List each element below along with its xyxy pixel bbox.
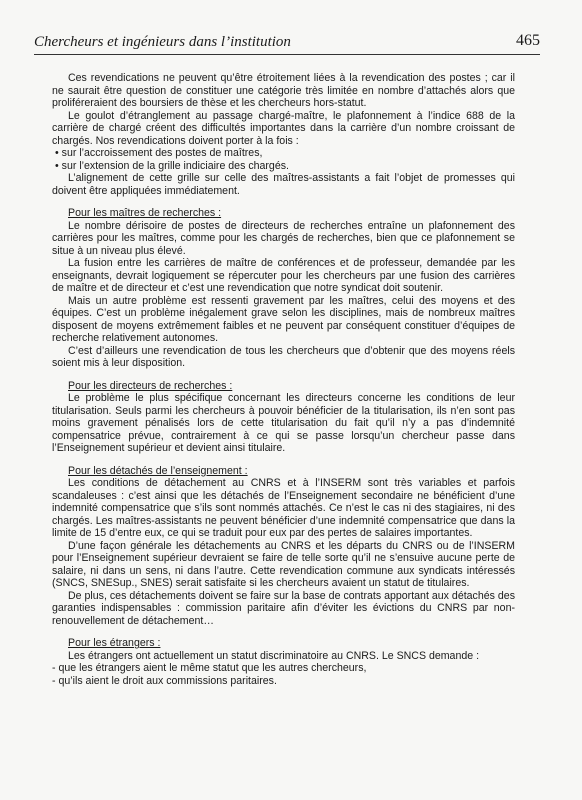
etrangers-demand-list	[52, 662, 515, 687]
maitres-paragraph-4: C’est d’ailleurs une revendication de tous les chercheurs que d’obtenir que des moyens réels soient mis à leur disposition.	[52, 344, 515, 369]
maitres-paragraph-3: Mais un autre problème est ressenti gravement par les maîtres, celui des moyens et des équipes. C’est un problème inégalement grave selon les disciplines, mais de nombreux maîtres disposent de moyens extrêmement faibles et ne peuvent par conséquent constituer d’équipes de recherche relativement autonomes.	[52, 294, 515, 344]
intro-bullet-list	[52, 147, 515, 172]
maitres-paragraph-2: La fusion entre les carrières de maître de conférences et de professeur, demandée par les enseignants, devrait logiquement se répercuter pour les chercheurs par une fusion des carrières de maître et de directeur et c’est une revendication que notre syndicat doit soutenir.	[52, 257, 515, 294]
section-heading-maitres: Pour les maîtres de recherches :	[68, 207, 222, 219]
running-title: Chercheurs et ingénieurs dans l’institution	[34, 34, 291, 50]
detaches-paragraph-1: Les conditions de détachement au CNRS et à l’INSERM sont très variables et parfois scandaleuses : c’est ainsi que les détachés de l’Enseignement secondaire ne bénéficient d’une indemnité compensatrice que s’ils sont nommés attachés. Ce n’est le cas ni des stagiaires, ni des chargés. Les maîtres-assistants ne peuvent bénéficier d’une indemnité compensatrice que dans la limite de 15 d’entre eux, ce qui se traduit pour eux par des pertes de salaires importantes.	[52, 477, 515, 539]
running-header	[34, 30, 540, 55]
maitres-paragraph-1: Le nombre dérisoire de postes de directeurs de recherches entraîne un plafonnement des carrières pour les maîtres, comme pour les chargés de recherches, bien que ce plafonnement se situe à un niveau plus élevé.	[52, 219, 515, 257]
list-item: • sur l’extension de la grille indiciaire des chargés.	[55, 160, 515, 173]
intro-paragraph-2: Le goulot d’étranglement au passage chargé-maître, le plafonnement à l’indice 688 de la carrière de chargé créent des difficultés importantes dans la carrière d’un nombre croissant de chargés. Nos revendications doivent porter à la fois :	[52, 109, 515, 147]
detaches-paragraph-2: D’une façon générale les détachements au CNRS et les départs du CNRS ou de l’INSERM pour l’Enseignement supérieur devraient se faire de telle sorte qu’il ne s’ensuive aucune perte de salaire, ni dans un sens, ni dans l’autre. Cette revendication commune aux syndicats intéressés (SNCS, SNESup., SNES) serait satisfaite si les chercheurs avaient un statut de titulaires.	[52, 539, 515, 589]
section-heading-etrangers: Pour les étrangers :	[68, 637, 161, 649]
list-item: - que les étrangers aient le même statut que les autres chercheurs,	[52, 662, 367, 674]
list-item: - qu’ils aient le droit aux commissions paritaires.	[52, 674, 277, 687]
section-heading-directeurs: Pour les directeurs de recherches :	[68, 379, 233, 392]
directeurs-paragraph-1: Le problème le plus spécifique concernant les directeurs concerne les conditions de leur titularisation. Seuls parmi les chercheurs à pouvoir bénéficier de la titularisation, ils n’en sont pas moins gravement pénalisés lors de cette titularisation du fait qu’il n’y a pas d’indemnité compensatrice prévue, contrairement à ce qui se passe lorsqu’un chercheur passe dans l’Enseignement supérieur et devient ainsi titulaire.	[52, 392, 515, 454]
detaches-paragraph-3: De plus, ces détachements doivent se faire sur la base de contrats apportant aux détachés des garanties indispensables : commission paritaire afin d’éviter les évictions du CNRS par non-renouvellement de détachement…	[52, 589, 515, 627]
list-item: • sur l’accroissement des postes de maîtres,	[55, 147, 515, 160]
intro-paragraph-1: Ces revendications ne peuvent qu’être étroitement liées à la revendication des postes ; car il ne saurait être question de constituer une catégorie très limitée en nombre d’attachés alors que proliféreraient des boursiers de thèse et les chercheurs hors-statut.	[52, 72, 515, 109]
page-body	[52, 72, 515, 687]
page-number: 465	[516, 32, 540, 49]
intro-paragraph-3: L’alignement de cette grille sur celle des maîtres-assistants a fait l’objet de promesses qui doivent être appliquées immédiatement.	[52, 172, 515, 197]
section-heading-detaches: Pour les détachés de l’enseignement :	[68, 464, 248, 477]
etrangers-paragraph-1: Les étrangers ont actuellement un statut discriminatoire au CNRS. Le SNCS demande :	[68, 649, 480, 662]
